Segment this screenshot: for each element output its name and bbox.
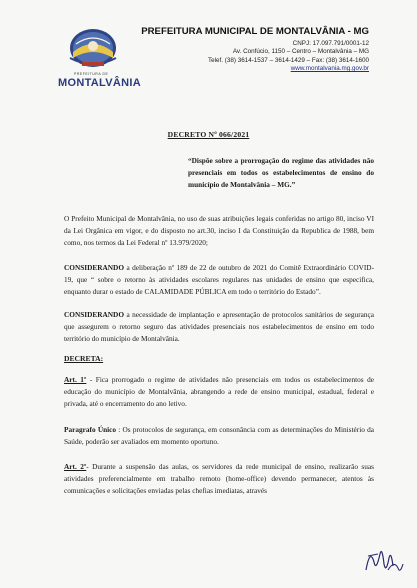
article-1 xyxy=(64,374,374,411)
logo-wordmark xyxy=(58,72,168,89)
article-2-label: Art. 2º xyxy=(64,462,87,471)
sole-paragraph-text: : Os protocolos de segurança, em consonância com as determinações do Ministério da Saúde, poderão ser avaliados em momento oportuno. xyxy=(64,425,374,447)
considerando-label-2: CONSIDERANDO xyxy=(64,310,125,319)
considerando-paragraph-2 xyxy=(64,309,374,346)
article-1-text: - Fica prorrogado o regime de atividades não presenciais em todos os estabelecimentos de educação do município de Montalvânia, abrangendo a rede de ensino municipal, estadual, federal e privada, até o encerramento do ano letivo. xyxy=(64,375,374,409)
sole-paragraph xyxy=(64,424,374,448)
article-2-text: - Durante a suspensão das aulas, os servidores da rede municipal de ensino, realizarão suas atividades preferencialmente em trabalho remoto (home-office) devendo permanecer, atentos às comunicações e solicitações enviadas pelas chefias imediatas, através xyxy=(64,462,374,496)
logo-name: MONTALVÂNIA xyxy=(58,77,141,89)
letterhead-phone: Telef. (38) 3614-1537 – 3614-1429 – Fax: (38) 3614-1600 xyxy=(207,56,369,64)
considerando-text-1: a deliberação nº 189 de 22 de outubro de 2021 do Comitê Extraordinário COVID-19, que “ sobre o retorno às atividades escolares regulares nas unidades de ensino que especifica, enquanto durar o estado de CALAMIDADE PÚBLICA em todo o território do Estado”. xyxy=(64,263,374,297)
decreta-heading: DECRETA: xyxy=(64,354,104,363)
decree-title: DECRETO Nº 066/2021 xyxy=(167,130,250,139)
considerando-paragraph-1 xyxy=(64,262,374,299)
letterhead xyxy=(139,26,369,74)
letterhead-website-link[interactable]: www.montalvania.mg.gov.br xyxy=(290,65,369,73)
article-2 xyxy=(64,461,374,498)
article-1-label: Art. 1º xyxy=(64,375,87,384)
sole-paragraph-label: Paragrafo Único xyxy=(64,425,117,434)
considerando-text-2: a necessidade de implantação e apresentação de protocolos sanitários de segurança que assegurem o retorno seguro das atividades presenciais nos estabelecimentos de ensino em todo território do município de Montalvânia. xyxy=(64,310,374,344)
letterhead-cnpj: CNPJ: 17.097.791/0001-12 xyxy=(292,40,369,47)
handwritten-signature-icon xyxy=(362,540,406,580)
considerando-label-1: CONSIDERANDO xyxy=(64,263,125,272)
letterhead-title: PREFEITURA MUNICIPAL DE MONTALVÂNIA - MG xyxy=(141,26,369,37)
logo-small-text: PREFEITURA DE xyxy=(74,72,109,76)
decree-summary: “Dispõe sobre a prorrogação do regime das atividades não presenciais em todos os estabelecimentos de ensino do município de Montalvânia – MG.” xyxy=(188,156,374,190)
letterhead-address: Av. Confúcio, 1150 – Centro – Montalvânia – MG xyxy=(232,48,369,56)
preamble-paragraph: O Prefeito Municipal de Montalvânia, no uso de suas atribuições legais conferidas no artigo 80, inciso VI da Lei Orgânica em vigor, e do disposto no art.30, inciso I da Constituição da Republica de 1988, bem como, nos termos da Lei Federal nº 13.979/2020; xyxy=(64,214,374,248)
